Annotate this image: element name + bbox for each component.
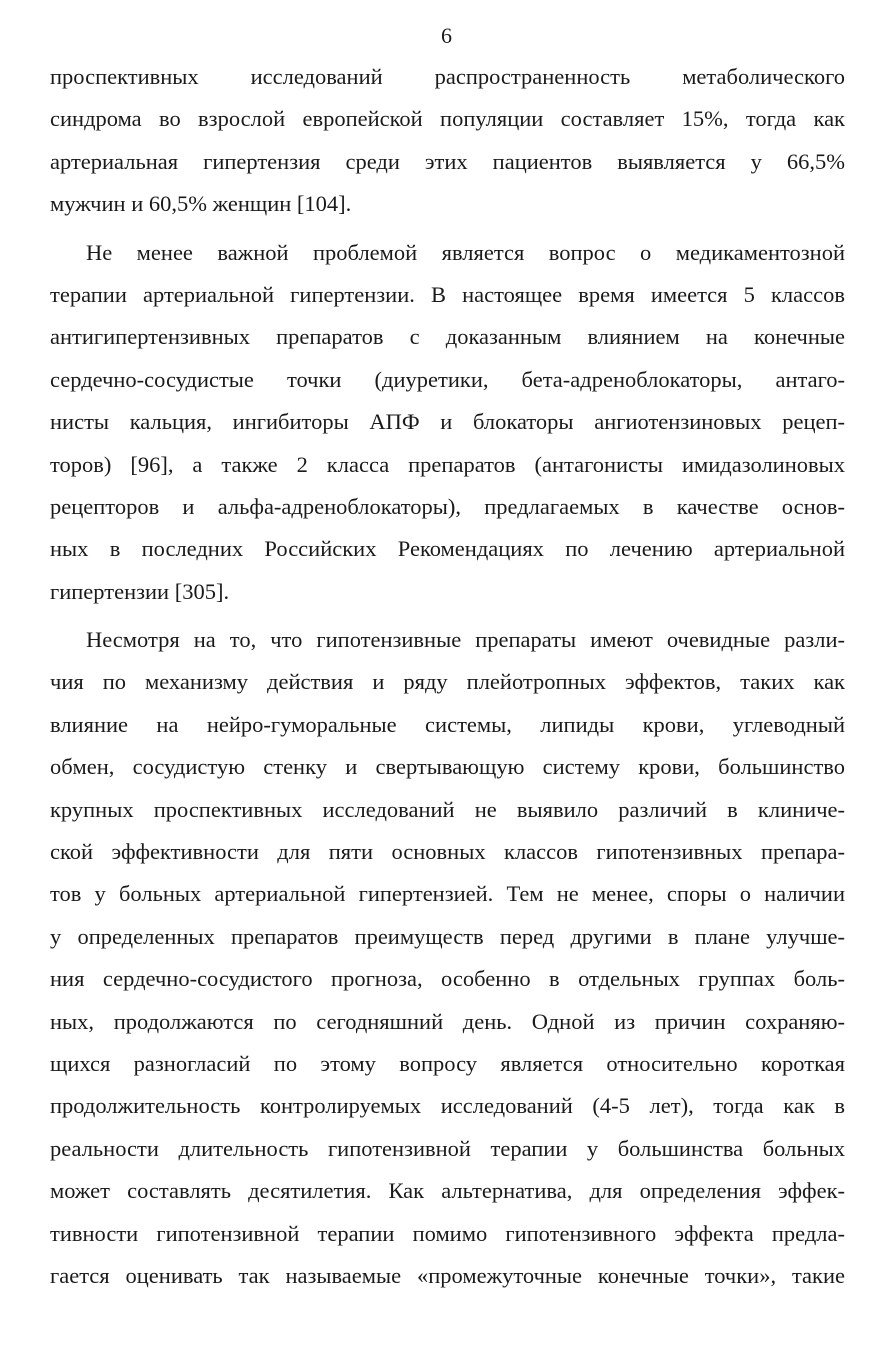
text-line: сердечно-сосудистые точки (диуретики, бета-адреноблокаторы, антаго- [50, 366, 845, 392]
text-line: синдрома во взрослой европейской популяции составляет 15%, тогда как [50, 106, 845, 132]
text-line: продолжительность контролируемых исследований (4-5 лет), тогда как в [50, 1093, 845, 1119]
text-line: щихся разногласий по этому вопросу является относительно короткая [50, 1050, 845, 1076]
text-line: гипертензии [305]. [50, 578, 230, 604]
text-line: чия по механизму действия и ряду плейотропных эффектов, таких как [50, 669, 845, 695]
document-body [50, 56, 845, 1297]
text-line: тов у больных артериальной гипертензией. Тем не менее, споры о наличии [50, 881, 845, 907]
text-line: у определенных препаратов преимуществ перед другими в плане улучше- [50, 923, 845, 949]
text-line: антигипертензивных препаратов с доказанным влиянием на конечные [50, 324, 845, 350]
text-line: Несмотря на то, что гипотензивные препараты имеют очевидные разли- [86, 627, 845, 653]
text-line: рецепторов и альфа-адреноблокаторы), предлагаемых в качестве основ- [50, 493, 845, 519]
text-line: гается оценивать так называемые «промежуточные конечные точки», такие [50, 1262, 845, 1288]
paragraph [50, 232, 845, 614]
text-line: артериальная гипертензия среди этих пациентов выявляется у 66,5% [50, 148, 845, 174]
text-line: торов) [96], а также 2 класса препаратов (антагонисты имидазолиновых [50, 451, 845, 477]
text-line: обмен, сосудистую стенку и свертывающую систему крови, большинство [50, 754, 845, 780]
text-line: ской эффективности для пяти основных классов гипотензивных препара- [50, 839, 845, 865]
text-line: может составлять десятилетия. Как альтернатива, для определения эффек- [50, 1178, 845, 1204]
page-number: 6 [441, 23, 452, 48]
text-line: терапии артериальной гипертензии. В настоящее время имеется 5 классов [50, 281, 845, 307]
text-line: ния сердечно-сосудистого прогноза, особенно в отдельных группах боль- [50, 966, 845, 992]
text-line: мужчин и 60,5% женщин [104]. [50, 191, 352, 217]
paragraph [50, 619, 845, 1297]
text-line: Не менее важной проблемой является вопрос о медикаментозной [86, 239, 845, 265]
text-line: ных в последних Российских Рекомендациях по лечению артериальной [50, 536, 845, 562]
text-line: реальности длительность гипотензивной терапии у большинства больных [50, 1135, 845, 1161]
text-line: влияние на нейро-гуморальные системы, липиды крови, углеводный [50, 711, 845, 737]
text-line: ных, продолжаются по сегодняшний день. Одной из причин сохраняю- [50, 1008, 845, 1034]
text-line: нисты кальция, ингибиторы АПФ и блокаторы ангиотензиновых рецеп- [50, 409, 845, 435]
text-line: крупных проспективных исследований не выявило различий в клиниче- [50, 796, 845, 822]
paragraph [50, 56, 845, 226]
text-line: проспективных исследований распространенность метаболического [50, 64, 845, 89]
text-line: тивности гипотензивной терапии помимо гипотензивного эффекта предла- [50, 1220, 845, 1246]
